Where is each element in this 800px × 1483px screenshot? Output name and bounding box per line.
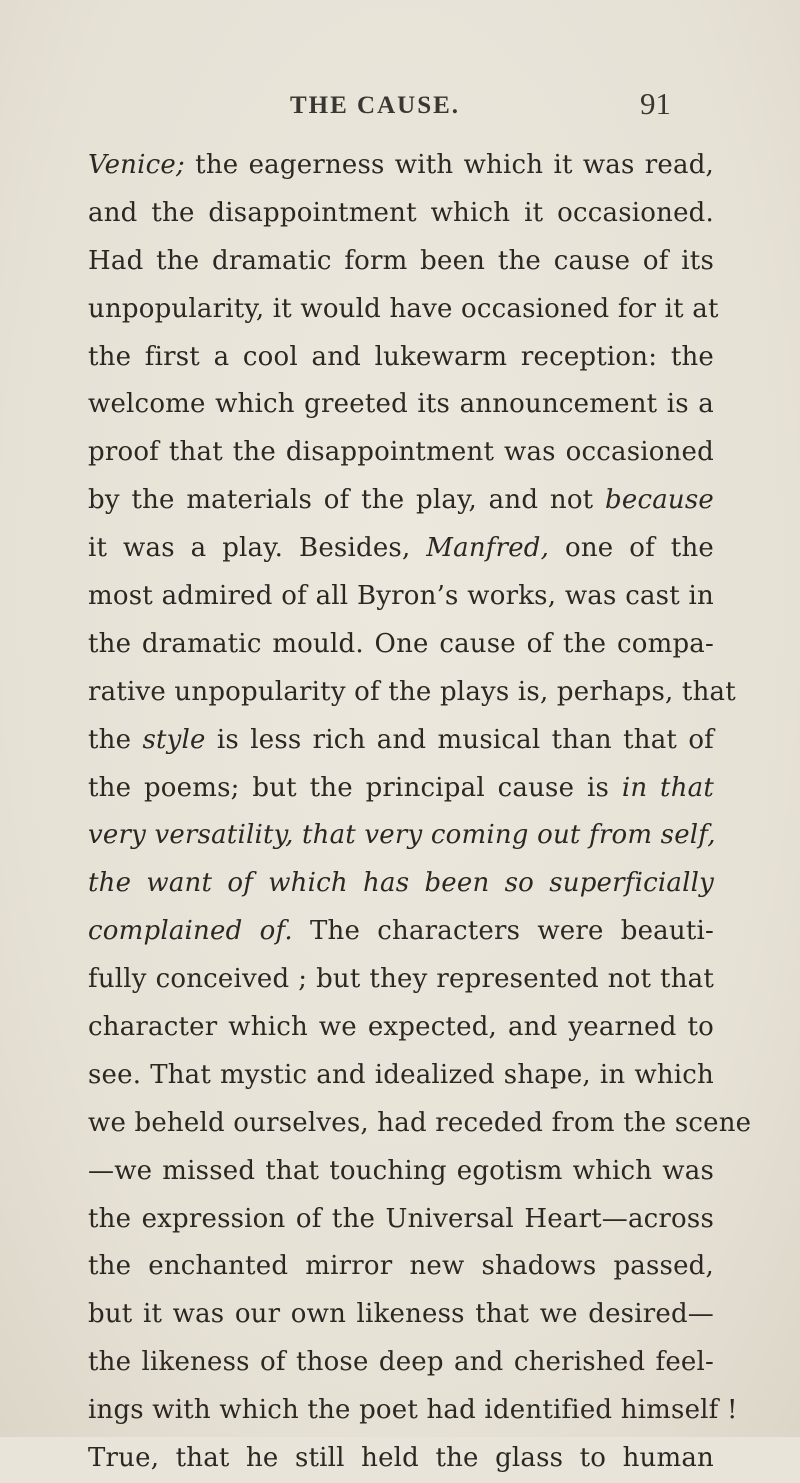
text-line (88, 860, 714, 908)
text-line (88, 1387, 738, 1435)
text-run: fully conceived ; but they represented not that (88, 964, 714, 995)
running-head (0, 86, 800, 132)
body-text (88, 142, 752, 1483)
text-run: —we missed that touching egotism which was (88, 1155, 714, 1186)
text-line (88, 812, 714, 860)
text-line (88, 525, 714, 573)
text-run: we beheld ourselves, had receded from the scene (88, 1107, 752, 1138)
text-run: welcome which greeted its announcement is a (88, 389, 714, 420)
text-line (88, 621, 714, 669)
text-line (88, 717, 714, 765)
text-line (88, 190, 714, 238)
italic-run: Manfred, (426, 533, 550, 564)
text-run: the (88, 724, 143, 755)
text-run: the likeness of those deep and cherished feel- (88, 1347, 714, 1378)
text-line (88, 1243, 714, 1291)
text-line (88, 286, 719, 334)
text-run: unpopularity, it would have occasioned for it at (88, 293, 719, 324)
text-line (88, 1435, 714, 1483)
text-line (88, 429, 714, 477)
text-line (88, 573, 714, 621)
text-run: it was a play. Besides, (88, 533, 427, 564)
italic-run: very versatility, that very coming out from self, (88, 820, 716, 851)
text-run: ings with which the poet had identified himself ! (88, 1395, 738, 1426)
text-line (88, 765, 714, 813)
text-run: the dramatic mould. One cause of the compa- (88, 628, 714, 659)
text-line (88, 669, 736, 717)
text-run: proof that the disappointment was occasioned (88, 437, 714, 468)
text-run: the eagerness with which it was read, (184, 150, 714, 180)
text-run: most admired of all Byron’s works, was cast in (88, 581, 714, 612)
text-run: and the disappointment which it occasioned. (88, 197, 714, 228)
text-line (88, 381, 714, 429)
italic-run: style (142, 724, 206, 755)
text-line (88, 1291, 714, 1339)
text-line (88, 1196, 714, 1244)
italic-run: complained of. (88, 916, 293, 947)
text-line (88, 956, 714, 1004)
text-run: character which we expected, and yearned to (88, 1012, 714, 1043)
text-line (88, 908, 714, 956)
italic-run: because (605, 485, 714, 516)
text-line (88, 1052, 714, 1100)
text-line (88, 1100, 752, 1148)
text-run: one of the (549, 533, 714, 564)
text-run: True, that he still held the glass to human (88, 1443, 714, 1474)
text-line (88, 238, 714, 286)
text-run: Had the dramatic form been the cause of its (88, 245, 714, 276)
text-run: is less rich and musical than that of (205, 724, 714, 755)
text-run: the first a cool and lukewarm reception: the (88, 341, 714, 372)
italic-run: Venice; (88, 150, 185, 180)
page-number: 91 (640, 86, 671, 121)
text-line (88, 1339, 714, 1387)
text-run: see. That mystic and idealized shape, in which (88, 1059, 714, 1090)
italic-run: the want of which has been so superficially (88, 868, 714, 899)
text-line (88, 1148, 714, 1196)
text-run: the enchanted mirror new shadows passed, (88, 1251, 714, 1282)
text-run: rative unpopularity of the plays is, perhaps, that (88, 676, 736, 707)
running-title: THE CAUSE. (290, 92, 461, 119)
text-line (88, 477, 714, 525)
text-run: the expression of the Universal Heart—across (88, 1203, 714, 1234)
text-run: but it was our own likeness that we desired— (88, 1299, 714, 1330)
text-run: The characters were beauti- (292, 916, 714, 947)
italic-run: in that (621, 772, 715, 803)
text-line (88, 1004, 714, 1052)
text-run: the poems; but the principal cause is (88, 772, 622, 803)
text-line (88, 334, 714, 382)
text-run: by the materials of the play, and not (88, 485, 606, 516)
text-line (88, 142, 714, 190)
